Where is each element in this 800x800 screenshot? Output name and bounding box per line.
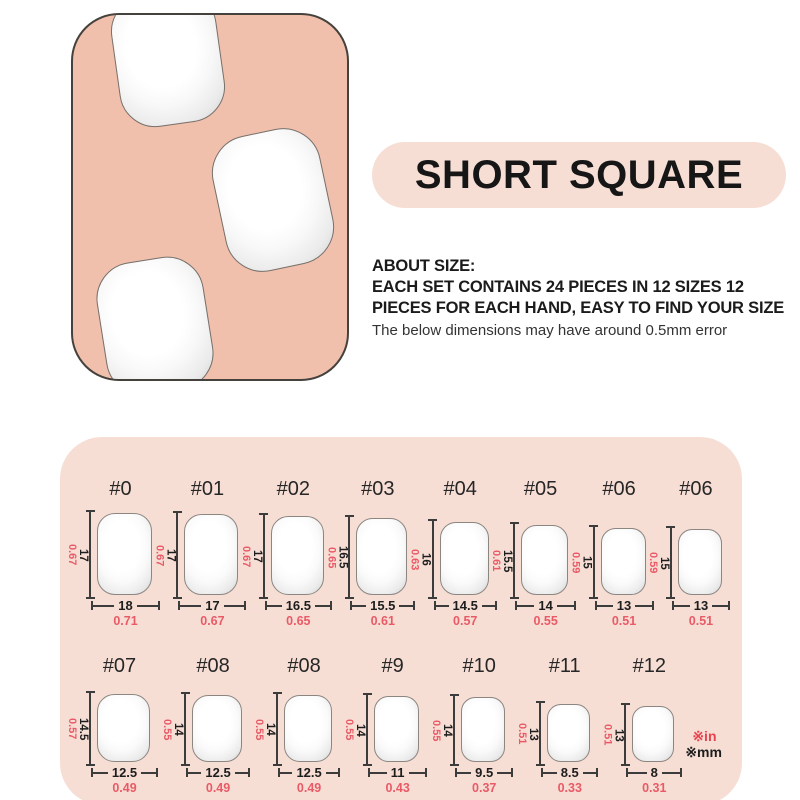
size-label: #10 [462, 655, 496, 677]
length-labels [343, 698, 366, 762]
sample-nail [205, 121, 341, 279]
length-ruler [670, 526, 672, 599]
length-labels [490, 527, 513, 595]
size-label: #03 [361, 478, 395, 500]
units-legend [685, 728, 722, 760]
width-ruler-line [186, 772, 201, 774]
width-ruler [350, 599, 415, 612]
size-unit [153, 478, 238, 628]
length-in-value: 0.55 [430, 719, 443, 742]
legend-inch: ※in [692, 728, 717, 744]
length-ruler [539, 701, 541, 766]
nail-shape [601, 528, 646, 595]
width-mm-value: 9.5 [475, 765, 494, 780]
length-in-value: 0.55 [343, 719, 356, 741]
width-ruler-line [399, 605, 415, 607]
length-ruler [432, 519, 434, 599]
length-in-value: 0.63 [408, 548, 421, 571]
style-title-pill [372, 142, 786, 208]
width-ruler-line [350, 605, 366, 607]
width-in-value: 0.57 [453, 614, 478, 628]
about-note: The below dimensions may have around 0.5mm error [372, 322, 728, 339]
size-unit [66, 655, 150, 795]
width-ruler-line [409, 772, 428, 774]
width-ruler-line [91, 772, 108, 774]
nail-measure [601, 694, 674, 762]
width-mm-value: 14 [538, 598, 553, 613]
length-labels [570, 530, 593, 595]
size-unit [430, 655, 505, 795]
width-ruler-line [235, 772, 250, 774]
nail-shape [521, 525, 568, 595]
width-ruler [434, 599, 497, 612]
width-in-value: 0.65 [286, 614, 311, 628]
size-label: #01 [190, 478, 225, 500]
length-in-value: 0.55 [161, 718, 174, 741]
width-mm-value: 13 [616, 598, 632, 613]
width-ruler-line [497, 772, 513, 774]
nail-shape [184, 514, 238, 595]
length-in-value: 0.65 [325, 546, 338, 569]
length-ruler [453, 694, 455, 766]
size-row-2 [66, 655, 722, 795]
sample-nail [106, 13, 229, 132]
nail-measure [325, 511, 407, 595]
length-in-value: 0.55 [253, 718, 266, 741]
width-ruler [626, 766, 682, 779]
nail-measure [240, 511, 324, 595]
width-ruler-line [541, 772, 556, 774]
length-ruler [348, 515, 350, 599]
width-ruler [515, 599, 576, 612]
length-mm-value: 17 [77, 548, 89, 562]
size-label: #05 [523, 478, 558, 500]
length-mm-value: 15 [657, 556, 670, 570]
size-unit [647, 478, 722, 628]
length-in-value: 0.59 [646, 552, 659, 574]
nail-shape [440, 522, 489, 595]
width-in-value: 0.51 [688, 614, 714, 628]
width-ruler-line [137, 605, 160, 607]
width-mm-value: 13 [693, 598, 709, 613]
about-size-block [372, 256, 796, 341]
length-in-value: 0.51 [516, 723, 529, 745]
width-ruler-line [326, 772, 340, 774]
size-label: #02 [276, 478, 311, 500]
width-in-value: 0.33 [557, 781, 582, 795]
width-ruler-line [265, 605, 282, 607]
length-mm-value: 17 [250, 550, 263, 563]
width-ruler-line [368, 772, 387, 774]
about-heading: ABOUT SIZE: [372, 257, 476, 275]
width-ruler-line [712, 605, 730, 607]
about-line-1: EACH SET CONTAINS 24 PIECES IN 12 SIZES 12 [372, 278, 744, 296]
width-in-value: 0.67 [200, 614, 225, 628]
nail-measure [490, 511, 568, 595]
width-ruler-line [672, 605, 690, 607]
width-ruler [265, 599, 332, 612]
width-ruler [595, 599, 654, 612]
width-ruler [91, 766, 158, 779]
length-labels [66, 696, 89, 762]
width-mm-value: 18 [118, 598, 133, 613]
width-mm-value: 17 [205, 598, 220, 613]
nail-measure [516, 694, 590, 762]
width-ruler [178, 599, 246, 612]
length-ruler [366, 693, 368, 766]
about-line-2: PIECES FOR EACH HAND, EASY TO FIND YOUR SIZE [372, 299, 785, 317]
width-ruler-line [178, 605, 201, 607]
width-mm-value: 14.5 [452, 598, 478, 613]
length-labels [516, 706, 539, 762]
length-mm-value: 13 [527, 727, 540, 741]
width-in-value: 0.55 [533, 614, 558, 628]
width-ruler [278, 766, 340, 779]
length-ruler [89, 510, 91, 599]
width-mm-value: 12.5 [111, 765, 138, 780]
size-label: #0 [109, 478, 132, 500]
width-ruler-line [557, 605, 576, 607]
width-mm-value: 8 [650, 765, 658, 780]
width-ruler-line [224, 605, 247, 607]
length-ruler [593, 525, 595, 599]
nail-measure [253, 694, 332, 762]
size-unit [516, 655, 590, 795]
size-label: #04 [443, 478, 477, 500]
length-mm-value: 14 [354, 723, 367, 737]
size-unit [161, 655, 242, 795]
sample-nail [91, 251, 219, 381]
nail-shape [356, 518, 407, 595]
width-ruler-line [455, 772, 471, 774]
nail-shape [271, 516, 324, 595]
width-mm-value: 11 [390, 765, 405, 780]
nail-shape [461, 697, 505, 762]
length-mm-value: 17 [164, 549, 177, 562]
width-in-value: 0.37 [472, 781, 497, 795]
size-unit [253, 655, 332, 795]
width-ruler-line [583, 772, 598, 774]
nail-measure [161, 694, 242, 762]
width-in-value: 0.43 [385, 781, 410, 795]
size-unit [570, 478, 646, 628]
width-ruler-line [141, 772, 158, 774]
nail-measure [409, 511, 489, 595]
nail-measure [343, 694, 419, 762]
width-mm-value: 12.5 [205, 765, 231, 780]
length-in-value: 0.57 [66, 718, 78, 740]
width-ruler-line [515, 605, 534, 607]
length-in-value: 0.67 [153, 544, 166, 567]
width-ruler-line [626, 772, 646, 774]
size-row-1 [66, 478, 722, 628]
length-ruler [624, 703, 626, 766]
size-unit [409, 478, 489, 628]
length-in-value: 0.61 [490, 550, 503, 572]
nail-shape [547, 704, 590, 762]
size-unit [325, 478, 407, 628]
width-mm-value: 16.5 [285, 598, 311, 613]
width-in-value: 0.49 [296, 781, 322, 795]
length-labels [153, 516, 176, 595]
length-labels [325, 520, 348, 595]
length-in-value: 0.67 [239, 545, 252, 568]
nail-measure [430, 694, 505, 762]
length-mm-value: 16 [419, 553, 432, 566]
length-mm-value: 14 [172, 723, 185, 736]
width-in-value: 0.51 [611, 614, 637, 628]
length-mm-value: 14 [264, 723, 277, 736]
legend-mm: ※mm [685, 744, 722, 760]
length-ruler [513, 522, 515, 599]
width-ruler [91, 599, 160, 612]
size-unit [240, 478, 324, 628]
length-mm-value: 14.5 [77, 717, 89, 741]
length-labels [430, 699, 453, 762]
width-ruler-line [482, 605, 497, 607]
nail-shape [678, 529, 722, 595]
length-in-value: 0.51 [601, 724, 614, 746]
length-labels [647, 531, 670, 595]
width-mm-value: 8.5 [560, 765, 579, 780]
nail-shape [192, 695, 242, 762]
size-unit [66, 478, 152, 628]
width-in-value: 0.49 [112, 781, 137, 795]
width-ruler [186, 766, 250, 779]
width-mm-value: 15.5 [370, 598, 396, 613]
length-ruler [276, 692, 278, 766]
nail-measure [570, 511, 646, 595]
length-labels [240, 518, 263, 595]
size-unit [601, 655, 674, 795]
width-ruler-line [662, 772, 682, 774]
length-mm-value: 16.5 [336, 546, 349, 569]
nail-measure [66, 511, 152, 595]
width-ruler-line [434, 605, 449, 607]
length-in-value: 0.67 [66, 544, 78, 566]
size-label: #07 [102, 655, 137, 677]
length-mm-value: 15 [580, 556, 593, 569]
size-label: #08 [196, 655, 230, 677]
width-in-value: 0.49 [205, 781, 231, 795]
style-title: SHORT SQUARE [414, 152, 744, 197]
size-label: #9 [381, 655, 404, 677]
nail-shape [632, 706, 674, 762]
length-labels [161, 697, 184, 762]
width-ruler [368, 766, 427, 779]
length-in-value: 0.59 [569, 551, 582, 574]
width-ruler [455, 766, 513, 779]
length-mm-value: 15.5 [501, 549, 514, 573]
nail-measure [153, 511, 238, 595]
nail-measure [66, 694, 150, 762]
width-ruler-line [278, 772, 292, 774]
width-ruler-line [595, 605, 613, 607]
length-labels [66, 515, 89, 595]
width-ruler-line [635, 605, 653, 607]
length-labels [409, 524, 432, 595]
width-in-value: 0.31 [642, 781, 667, 795]
width-ruler-line [315, 605, 332, 607]
nail-style-swatch [71, 13, 349, 381]
width-ruler [541, 766, 598, 779]
length-ruler [184, 692, 186, 766]
width-in-value: 0.71 [113, 614, 138, 628]
width-mm-value: 12.5 [296, 765, 322, 780]
length-ruler [263, 513, 265, 599]
width-in-value: 0.61 [370, 614, 395, 628]
length-labels [253, 697, 276, 762]
size-unit [343, 655, 419, 795]
length-ruler [176, 511, 178, 599]
size-label: #12 [632, 655, 666, 677]
size-label: #06 [679, 478, 713, 500]
length-mm-value: 13 [612, 728, 625, 742]
nail-shape [97, 694, 150, 762]
length-labels [601, 708, 624, 762]
width-ruler [672, 599, 730, 612]
length-mm-value: 14 [441, 724, 454, 737]
size-label: #08 [287, 655, 321, 677]
size-label: #06 [602, 478, 636, 500]
size-unit [490, 478, 568, 628]
nail-shape [284, 695, 332, 762]
length-ruler [89, 691, 91, 766]
size-label: #11 [548, 655, 581, 677]
nail-shape [374, 696, 419, 762]
width-ruler-line [91, 605, 114, 607]
size-chart-panel [60, 437, 742, 800]
nail-shape [97, 513, 152, 595]
nail-measure [647, 511, 722, 595]
